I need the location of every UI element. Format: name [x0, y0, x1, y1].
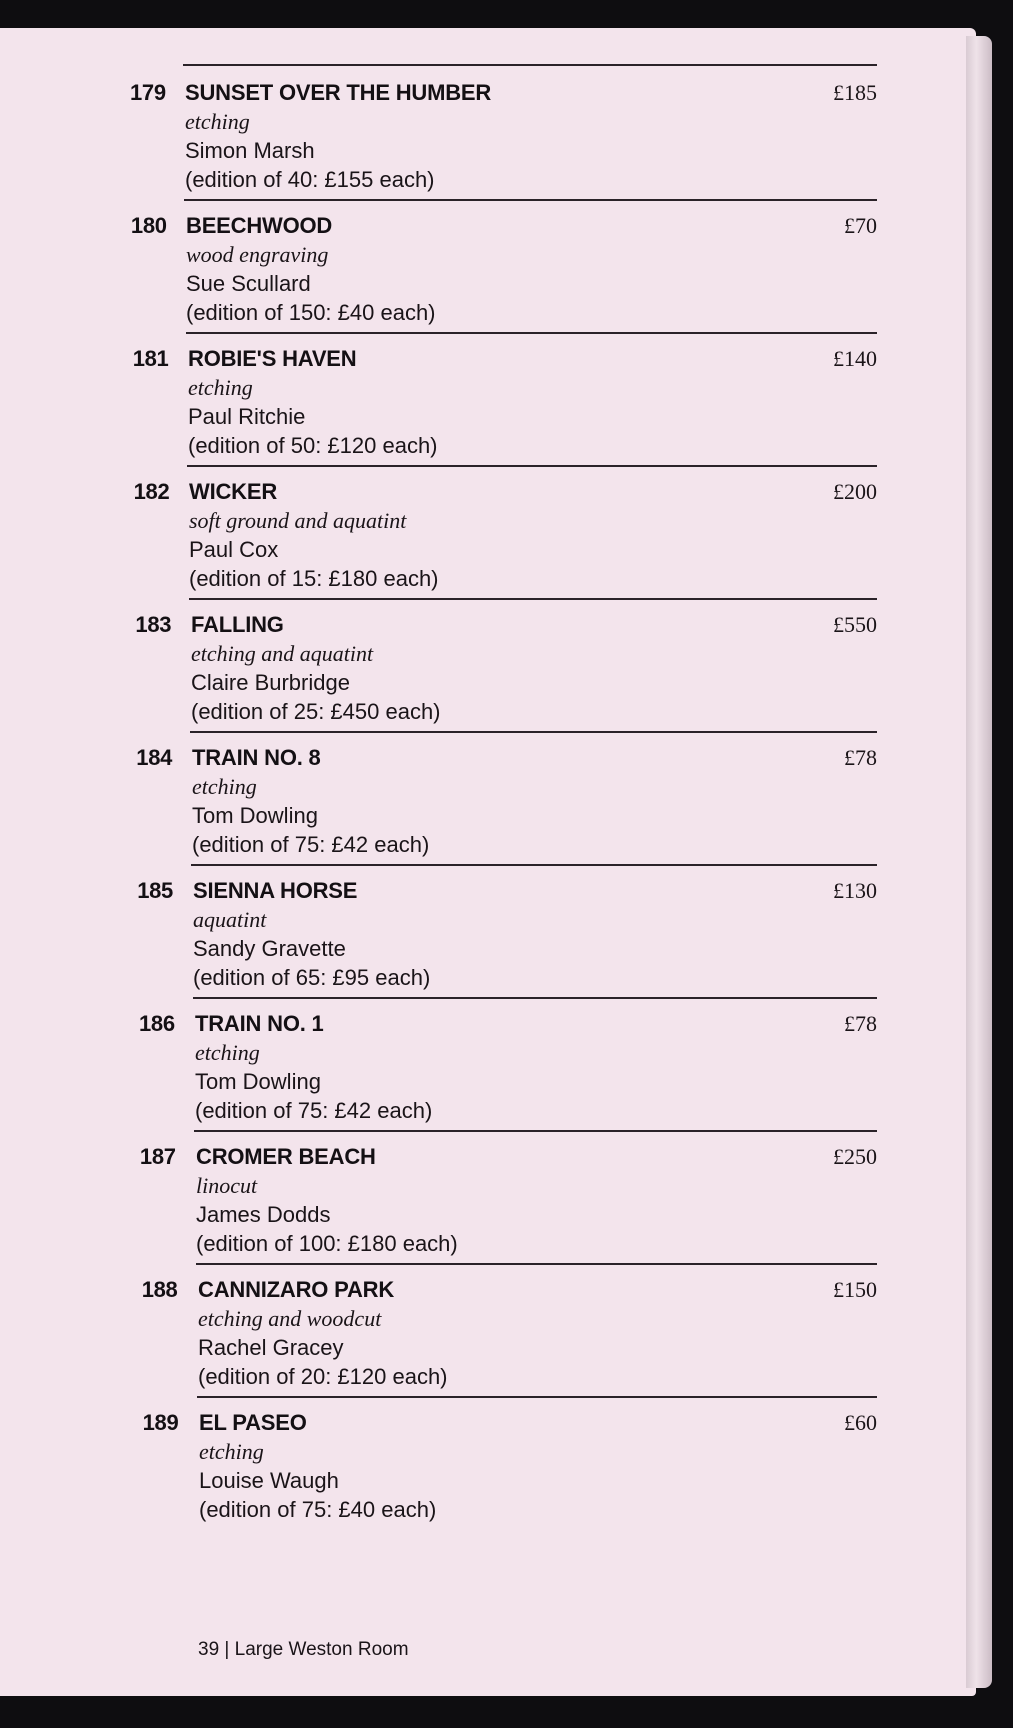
entry-artist: James Dodds	[196, 1202, 331, 1227]
entry-medium: etching	[185, 109, 250, 134]
entry-title: ROBIE'S HAVEN	[188, 346, 357, 371]
entry-price: £200	[833, 479, 877, 504]
catalogue-entry	[130, 868, 877, 1001]
entry-title: BEECHWOOD	[186, 213, 333, 238]
catalogue-entry	[130, 1001, 877, 1134]
entry-medium: etching and woodcut	[198, 1306, 382, 1331]
entry-number: 187	[139, 1144, 176, 1169]
entry-title: TRAIN NO. 8	[192, 745, 321, 770]
entry-divider	[183, 64, 877, 66]
catalogue-entry	[130, 735, 877, 868]
entry-number: 182	[133, 479, 170, 504]
entry-divider	[191, 864, 877, 866]
entry-number: 185	[137, 878, 173, 903]
entry-artist: Paul Ritchie	[188, 404, 306, 429]
entry-price: £130	[833, 878, 877, 903]
entry-edition: (edition of 15: £180 each)	[189, 566, 439, 591]
entry-artist: Rachel Gracey	[198, 1335, 344, 1360]
entry-number: 184	[136, 745, 173, 770]
entry-price: £70	[844, 213, 877, 238]
entry-artist: Sue Scullard	[186, 271, 311, 296]
entry-divider	[187, 465, 877, 467]
entry-price: £78	[844, 745, 877, 770]
catalogue-entry	[130, 469, 877, 602]
entry-medium: aquatint	[193, 907, 267, 932]
entry-divider	[194, 1130, 877, 1132]
entry-title: TRAIN NO. 1	[195, 1011, 324, 1036]
entry-title: EL PASEO	[199, 1410, 307, 1435]
entry-artist: Louise Waugh	[199, 1468, 339, 1493]
entry-edition: (edition of 150: £40 each)	[186, 300, 436, 325]
page-footer: 39 | Large Weston Room	[198, 1639, 409, 1660]
entry-medium: etching and aquatint	[191, 641, 374, 666]
entry-title: WICKER	[189, 479, 278, 504]
entry-artist: Sandy Gravette	[193, 936, 346, 961]
entry-edition: (edition of 50: £120 each)	[188, 433, 438, 458]
page-edge	[966, 36, 992, 1688]
entry-number: 183	[135, 612, 172, 637]
entry-number: 179	[130, 80, 166, 105]
entry-divider	[193, 997, 877, 999]
entry-artist: Tom Dowling	[192, 803, 318, 828]
catalogue-entry	[130, 1267, 877, 1400]
entry-divider	[186, 332, 877, 334]
entry-number: 186	[139, 1011, 175, 1036]
entry-title: CANNIZARO PARK	[198, 1277, 395, 1302]
entry-artist: Tom Dowling	[195, 1069, 321, 1094]
entry-edition: (edition of 100: £180 each)	[196, 1231, 458, 1256]
entry-edition: (edition of 65: £95 each)	[193, 965, 431, 990]
entry-medium: etching	[188, 375, 253, 400]
catalogue-entry	[130, 602, 877, 735]
entry-medium: etching	[192, 774, 257, 799]
entry-price: £60	[844, 1410, 877, 1435]
entry-price: £78	[844, 1011, 877, 1036]
entry-title: CROMER BEACH	[196, 1144, 376, 1169]
catalogue-entry	[130, 1134, 877, 1267]
entry-divider	[184, 199, 877, 201]
entry-title: SIENNA HORSE	[193, 878, 358, 903]
entry-divider	[197, 1396, 877, 1398]
entry-medium: etching	[199, 1439, 264, 1464]
catalogue-entry	[130, 1400, 877, 1533]
entry-divider	[189, 598, 877, 600]
entry-edition: (edition of 75: £42 each)	[192, 832, 430, 857]
catalogue-entry	[130, 203, 877, 336]
entry-artist: Paul Cox	[189, 537, 279, 562]
entry-number: 181	[132, 346, 169, 371]
entry-medium: soft ground and aquatint	[189, 508, 407, 533]
entry-edition: (edition of 40: £155 each)	[185, 167, 435, 192]
entry-medium: linocut	[196, 1173, 258, 1198]
entry-number: 180	[130, 213, 167, 238]
entry-price: £185	[833, 80, 877, 105]
entry-medium: etching	[195, 1040, 260, 1065]
entry-edition: (edition of 75: £42 each)	[195, 1098, 433, 1123]
catalogue-entry	[130, 336, 877, 469]
entry-medium: wood engraving	[186, 242, 329, 267]
entry-number: 188	[141, 1277, 178, 1302]
entry-title: SUNSET OVER THE HUMBER	[185, 80, 492, 105]
entry-number: 189	[142, 1410, 179, 1435]
entry-price: £140	[833, 346, 877, 371]
catalogue-entry	[130, 70, 877, 203]
entry-divider	[196, 1263, 877, 1265]
entry-price: £150	[833, 1277, 877, 1302]
entry-artist: Simon Marsh	[185, 138, 315, 163]
entry-edition: (edition of 25: £450 each)	[191, 699, 441, 724]
entry-edition: (edition of 75: £40 each)	[199, 1497, 437, 1522]
entry-price: £550	[833, 612, 877, 637]
entry-edition: (edition of 20: £120 each)	[198, 1364, 448, 1389]
entry-artist: Claire Burbridge	[191, 670, 350, 695]
entry-price: £250	[833, 1144, 877, 1169]
entry-title: FALLING	[191, 612, 284, 637]
entry-divider	[190, 731, 877, 733]
